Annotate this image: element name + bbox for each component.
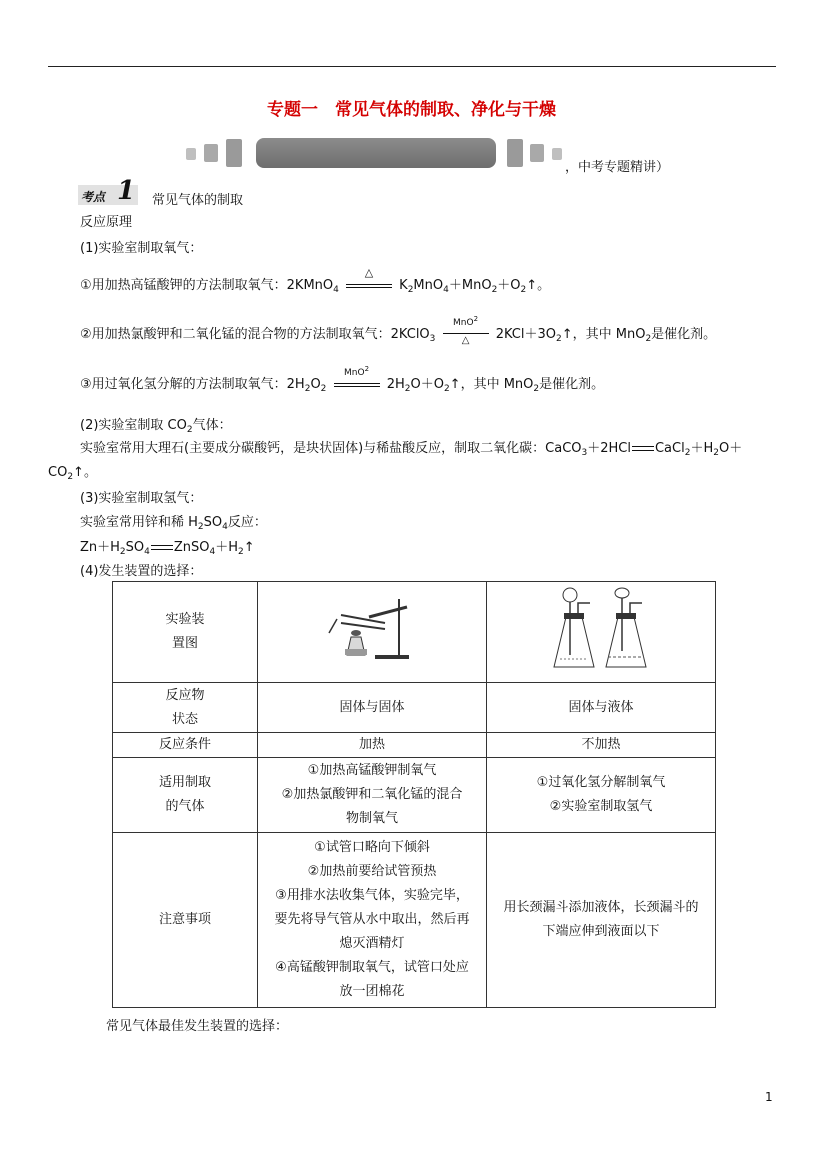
footer-text: 常见气体最佳发生装置的选择： [106, 1019, 289, 1034]
table-row [113, 758, 716, 833]
table-row [113, 582, 716, 683]
flask-apparatus-image [546, 585, 656, 671]
table-cell: 不加热 [487, 733, 716, 758]
table-cell: 固体与固体 [258, 683, 487, 733]
banner-square [530, 144, 544, 162]
banner-square [186, 148, 196, 160]
table-cell: ①过氧化氢分解制氧气 ②实验室制取氢气 [487, 758, 716, 833]
device-heading: (4)发生装置的选择： [80, 564, 203, 579]
table-cell: 固体与液体 [487, 683, 716, 733]
banner-square [226, 139, 242, 167]
banner-square [552, 148, 562, 160]
banner-square [204, 144, 218, 162]
table-cell: ①试管口略向下倾斜 ②加热前要给试管预热 ③用排水法收集气体，实验完毕， 要先将导气管从水中取出，然后再 熄灭酒精灯 ④高锰酸钾制取氧气，试管口处应 放一团棉花 [258, 833, 487, 1008]
banner-tag: ，中考专题精讲） [565, 160, 670, 175]
device-table [112, 581, 716, 1008]
h2-reaction: $Zn+H_2SO_4$ $ZnSO_4+H_2↑$ [80, 540, 255, 557]
oxygen-heading: (1)实验室制取氧气： [80, 241, 203, 256]
kaodian-label: 考点 [81, 190, 106, 204]
principle-heading: 反应原理 [80, 215, 133, 230]
row-label: 反应条件 [113, 733, 258, 758]
kaodian-heading: 常见气体的制取 [152, 193, 244, 208]
heating-apparatus-image [327, 593, 417, 663]
row-label: 实验装 置图 [113, 582, 258, 683]
co2-reaction: 实验室常用大理石(主要成分碳酸钙，是块状固体)与稀盐酸反应，制取二氧化碳：CaCO$_3$＋2HCl $CaCl_2+H_2O+$ [80, 441, 743, 458]
table-row [113, 733, 716, 758]
heating-apparatus-cell [258, 582, 487, 683]
flask-apparatus-cell [487, 582, 716, 683]
table-cell: 加热 [258, 733, 487, 758]
reaction-kclo3: ②用加热氯酸钾和二氧化锰的混合物的方法制取氧气：2KClO$_3$ MnO$^2$ △ $2KCl+3O_2↑$，其中 MnO$_2$是催化剂。 [80, 314, 717, 346]
reaction-h2o2: ③用过氧化氢分解的方法制取氧气：$2H_2O_2$ MnO$^2$ $2H_2O+O_2↑$，其中 MnO$_2$是催化剂。 [80, 364, 605, 394]
h2-text: 实验室常用锌和稀 $H_2SO_4$反应： [80, 515, 267, 532]
table-row [113, 683, 716, 733]
table-cell: ①加热高锰酸钾制氧气 ②加热氯酸钾和二氧化锰的混合 物制氧气 [258, 758, 487, 833]
table-cell: 用长颈漏斗添加液体，长颈漏斗的 下端应伸到液面以下 [487, 833, 716, 1008]
row-label: 反应物 状态 [113, 683, 258, 733]
kaodian-number: 1 [117, 176, 136, 206]
co2-heading: (2)实验室制取 $CO_2$气体： [80, 418, 232, 435]
reaction-kmno4: ①用加热高锰酸钾的方法制取氧气：2KMnO$_4$ △ $K_2MnO_4+MnO_2+O_2↑$。 [80, 265, 551, 295]
header-rule [48, 66, 776, 67]
co2-reaction-cont: $CO_2↑$。 [48, 465, 97, 482]
page-number: 1 [765, 1090, 773, 1104]
table-row [113, 833, 716, 1008]
page-title: 专题一 常见气体的制取、净化与干燥 [267, 100, 556, 120]
row-label: 适用制取 的气体 [113, 758, 258, 833]
banner-bar [256, 138, 496, 168]
h2-heading: (3)实验室制取氢气： [80, 491, 203, 506]
banner-square [507, 139, 523, 167]
row-label: 注意事项 [113, 833, 258, 1008]
